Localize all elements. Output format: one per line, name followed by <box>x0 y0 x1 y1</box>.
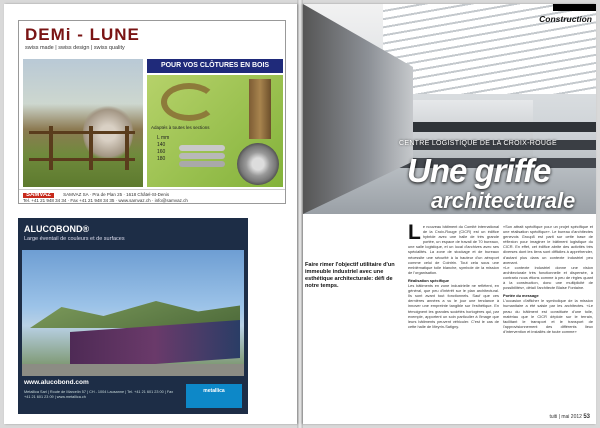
page-number: 53 <box>583 414 590 420</box>
wood-post-shape <box>249 79 271 139</box>
clamp-product-icon <box>161 83 217 121</box>
samvaz-company: SAMVAZ SA · Pra de Plan 25 · 1618 Châtel-St-Denis <box>63 192 170 197</box>
subheading: Réalisation spécifique <box>408 277 450 283</box>
subheading: Portée du message <box>503 293 539 299</box>
paragraph: «Son attrait spécifique pour un projet spécifique et une réalisation spécifique». Le bureau d'architectes genevois Group8 est parti sur cette base de réflexion pour imaginer le bâtiment logistique du CICR. En effet, cet édifice abrite des activités très diverses dont les liens sont difficiles à appréhender, d'autant plus dans un contexte industriel peu avenant. <box>503 224 593 265</box>
alucobond-advert <box>18 218 248 414</box>
page-footer: tuiti | mai 2012 53 <box>549 414 590 420</box>
magazine-name: tuiti <box>549 414 558 420</box>
section-label: Construction <box>539 14 592 24</box>
size-value: 160 <box>157 149 166 155</box>
wooden-fence-shape <box>29 131 135 161</box>
issue-date: mai 2012 <box>561 414 582 420</box>
article-title-line1: Une griffe <box>407 152 551 189</box>
right-page <box>303 4 596 424</box>
paragraph: e nouveau bâtiment du Comité international de la Croix-Rouge (CICR) est un édifice hybride avec une halle de très grande portée, un espace de travail de 70 bureaux, une salle logistique, et un local d'archives avec ses spécialités. La zone de stockage et de bureaux nécessite une sécurité à la hauteur d'un aéroport comme celui de Cointrin. Tout cela sous une emblématique toile blanche, symbole de la mission de l'organisation. <box>408 224 499 275</box>
samvaz-mail[interactable]: info@samvaz.ch <box>154 198 188 203</box>
alucobond-tagline: Large éventail de couleurs et de surfaces <box>24 236 125 242</box>
samvaz-logo: SAMVAZ <box>23 193 54 198</box>
hero-photo <box>303 4 596 214</box>
alucobond-brand: ALUCOBOND® <box>24 224 90 234</box>
product-sizes <box>157 135 169 163</box>
road-shape <box>22 364 244 376</box>
demi-lune-tagline: swiss made | swiss design | swiss quality <box>25 45 125 51</box>
product-note: Adaptés à toutes les sections <box>151 125 210 130</box>
ring-product-icon <box>237 143 279 185</box>
bolt-product-icon <box>179 145 225 151</box>
gallery-floors-shape <box>393 122 596 132</box>
rubrique-bar <box>553 4 596 11</box>
demi-lune-footer: SAMVAZ SAMVAZ SA · Pra de Plan 25 · 1618 Châtel-St-Denis Tel. +41 21 948 34 34 · Fax +41 21 948 34 35 · www.samvaz.ch · info@samvaz.ch <box>19 189 285 203</box>
size-value: 140 <box>157 142 166 148</box>
size-value: 180 <box>157 156 166 162</box>
samvaz-web[interactable]: www.samvaz.ch <box>118 198 151 203</box>
article-lead: Faire rimer l'objectif utilitaire d'un immeuble industriel avec une esthétique architecturale: défi de notre temps. <box>305 262 395 289</box>
paragraph: L'occasion d'afficher le symbolique de la mission humanitaire a été saisie par les architectes. «Le peau du bâtiment est constituée d'une toile, matériau que le CICR déploie sur le terrain, facilitant le transport et le transport de l'approvisionnement des différents lieux d'intervention et installés de toute comme» <box>503 298 593 334</box>
article-column-1 <box>408 221 499 329</box>
left-page <box>4 4 297 424</box>
fence-landscape-photo <box>23 59 143 187</box>
article-title-line2: architecturale <box>431 188 576 213</box>
samvaz-fax: Fax +41 21 948 34 35 <box>70 198 115 203</box>
paragraph: «Le contexte industriel donne une vision architecturale très fonctionnelle et dispersée, à contrario nous étions comme à peu de règles quant à la construction, donc une multiplicité de possibilités», détail l'architecte Blaise Fontaine. <box>503 264 593 291</box>
alucobond-url[interactable]: www.alucobond.com <box>24 379 89 386</box>
demi-lune-banner: POUR VOS CLÔTURES EN BOIS <box>147 59 283 73</box>
alucobond-address: Metallica Sarl | Route de Marcelin 57 | CH - 1004 Lausanne | Tel. +41 21 601 23 00 | Fax +41 21 601 23 09 | www.metallica.ch <box>24 390 174 399</box>
demi-lune-brand: DEMi - LUNE <box>25 25 140 44</box>
article-column-2 <box>503 224 593 334</box>
paragraph: Les bâtiments en zone industrielle ne reflètent, en général, que peu d'intérêt sur le plan architectural. Ils sont avant tout fonctionnels. Sauf que ces dernières années a vu le jour une tendance à innover une empreinte tangible sur l'esthétique. En témoignent les grandes sociétés horlogères qui, par exemple, apportent un soin particulier à l'image que leurs bâtiments peuvent véhiculer. C'est le cas de cette halle de Meyrin-Satigny. <box>408 283 499 329</box>
demi-lune-advert <box>18 20 286 204</box>
drop-cap: L <box>408 221 421 244</box>
metallica-logo: metallica <box>186 384 242 408</box>
samvaz-tel: Tel. +41 21 948 34 34 <box>23 198 67 203</box>
sizes-label: L mm <box>157 135 170 141</box>
article-kicker: CENTRE LOGISTIQUE DE LA CROIX-ROUGE <box>399 140 557 147</box>
